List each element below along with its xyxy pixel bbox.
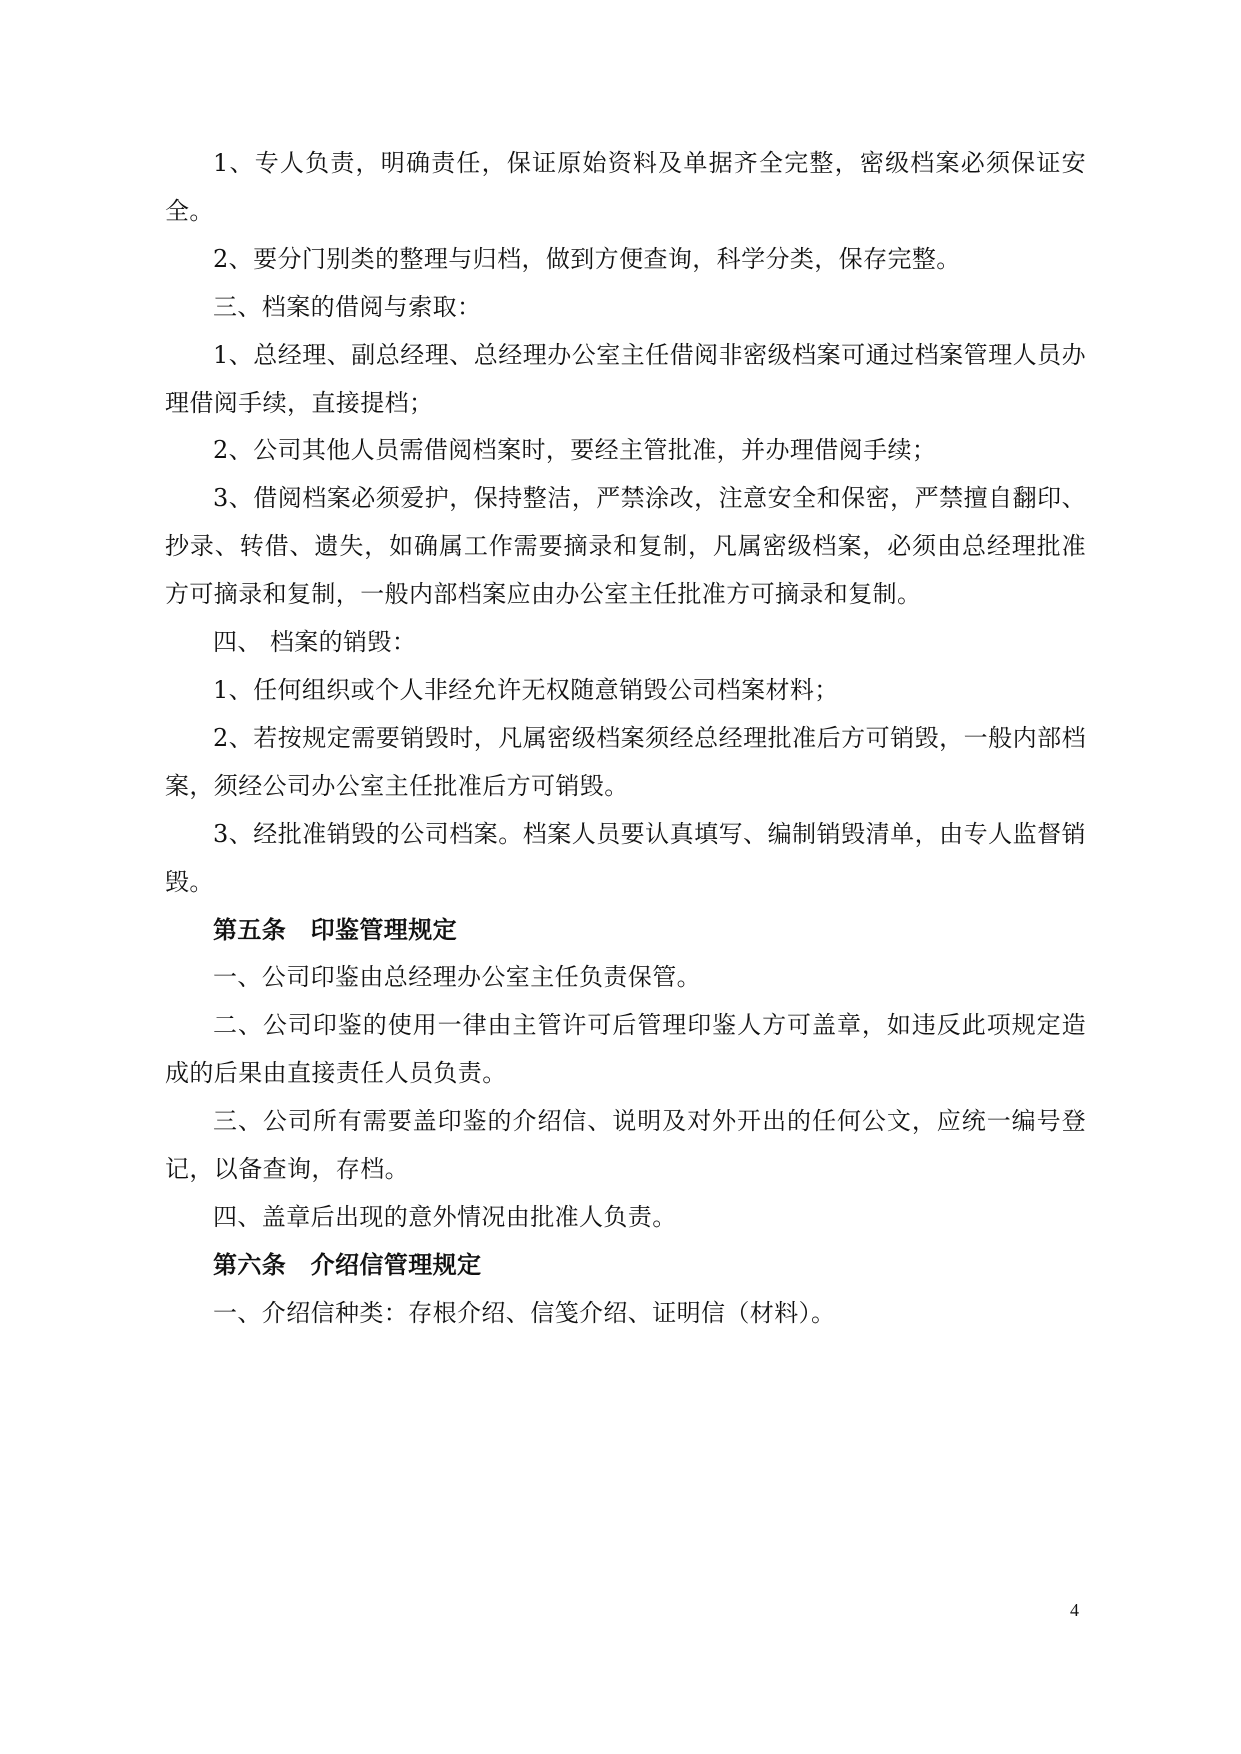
paragraph-borrowing-managers: 1、总经理、副总经理、总经理办公室主任借阅非密级档案可通过档案管理人员办理借阅手续，直接提档；	[165, 340, 1086, 417]
article-five-heading: 第五条 印鉴管理规定	[213, 915, 457, 944]
paragraph-borrowing-others: 2、公司其他人员需借阅档案时，要经主管批准，并办理借阅手续；	[213, 436, 937, 465]
paragraph-seal-custody: 一、公司印鉴由总经理办公室主任负责保管。	[213, 963, 701, 992]
page-number: 4	[1070, 1600, 1079, 1620]
paragraph-seal-registration: 三、公司所有需要盖印鉴的介绍信、说明及对外开出的任何公文，应统一编号登记，以备查询，存档。	[165, 1107, 1086, 1184]
paragraph-archive-responsibility: 1、专人负责，明确责任，保证原始资料及单据齐全完整，密级档案必须保证安全。	[165, 149, 1086, 225]
paragraph-seal-liability: 四、盖章后出现的意外情况由批准人负责。	[213, 1202, 677, 1231]
paragraph-borrowing-care: 3、借阅档案必须爱护，保持整洁，严禁涂改，注意安全和保密，严禁擅自翻印、抄录、转借、遗失，如确属工作需要摘录和复制，凡属密级档案，必须由总经理批准方可摘录和复制，一般内部档案应由办公室主任批准方可摘录和复制。	[165, 484, 1086, 609]
document-body	[165, 140, 1086, 1338]
paragraph-archive-classification: 2、要分门别类的整理与归档，做到方便查询，科学分类，保存完整。	[213, 244, 961, 273]
section-heading-archive-borrowing: 三、档案的借阅与索取：	[213, 292, 482, 321]
paragraph-destruction-permission: 1、任何组织或个人非经允许无权随意销毁公司档案材料；	[213, 675, 839, 704]
paragraph-destruction-approval: 2、若按规定需要销毁时，凡属密级档案须经总经理批准后方可销毁，一般内部档案，须经公司办公室主任批准后方可销毁。	[165, 723, 1086, 800]
paragraph-letter-types: 一、介绍信种类：存根介绍、信笺介绍、证明信（材料）。	[213, 1298, 836, 1327]
paragraph-destruction-supervision: 3、经批准销毁的公司档案。档案人员要认真填写、编制销毁清单，由专人监督销毁。	[165, 819, 1086, 896]
section-heading-archive-destruction: 四、 档案的销毁：	[213, 628, 417, 657]
paragraph-seal-usage: 二、公司印鉴的使用一律由主管许可后管理印鉴人方可盖章，如违反此项规定造成的后果由直接责任人员负责。	[165, 1011, 1086, 1088]
article-six-heading: 第六条 介绍信管理规定	[213, 1250, 482, 1279]
